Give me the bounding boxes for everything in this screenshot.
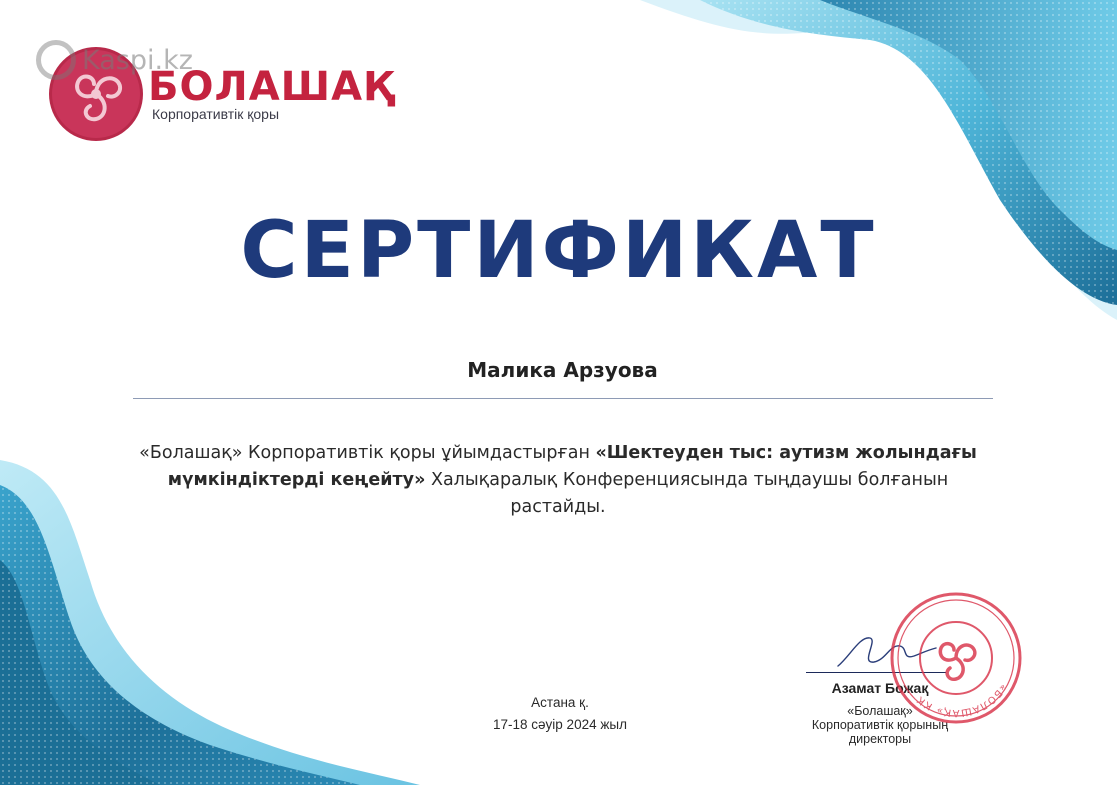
name-divider (133, 398, 993, 399)
signer-role-line2: Корпоративтік қорының (811, 718, 949, 732)
event-date: 17-18 сәуір 2024 жыл (493, 717, 627, 732)
place-date (430, 692, 690, 736)
certificate-body (130, 440, 986, 521)
official-stamp (888, 590, 1024, 726)
svg-text:«БОЛАШАҚ» КК (915, 681, 1009, 718)
kaspi-watermark (36, 38, 193, 82)
signer-role-line3: директоры (848, 732, 912, 746)
recipient-name: Малика Арзуова (467, 358, 658, 382)
watermark-text: Kaspi.kz (82, 44, 193, 76)
body-suffix: Халықаралық Конференциясында тыңдаушы болғанын растайды. (425, 470, 949, 517)
brand-name: БОЛАШАҚ (148, 64, 396, 110)
signer-role-line1: «Болашақ» (847, 704, 913, 718)
kaspi-icon (36, 40, 76, 80)
certificate-title: СЕРТИФИКАТ (240, 206, 877, 296)
brand-subtitle: Корпоративтік қоры (152, 106, 280, 122)
city: Астана қ. (531, 695, 589, 710)
signer-name: Азамат Божақ (831, 680, 929, 696)
stamp-text: «БОЛАШАҚ» КК (914, 681, 1009, 719)
conference-title: «Шектеуден тыс: аутизм жолындағы мүмкіндіктерді кеңейту» (167, 443, 977, 490)
body-prefix: «Болашақ» Корпоративтік қоры ұйымдастырған (139, 443, 596, 463)
